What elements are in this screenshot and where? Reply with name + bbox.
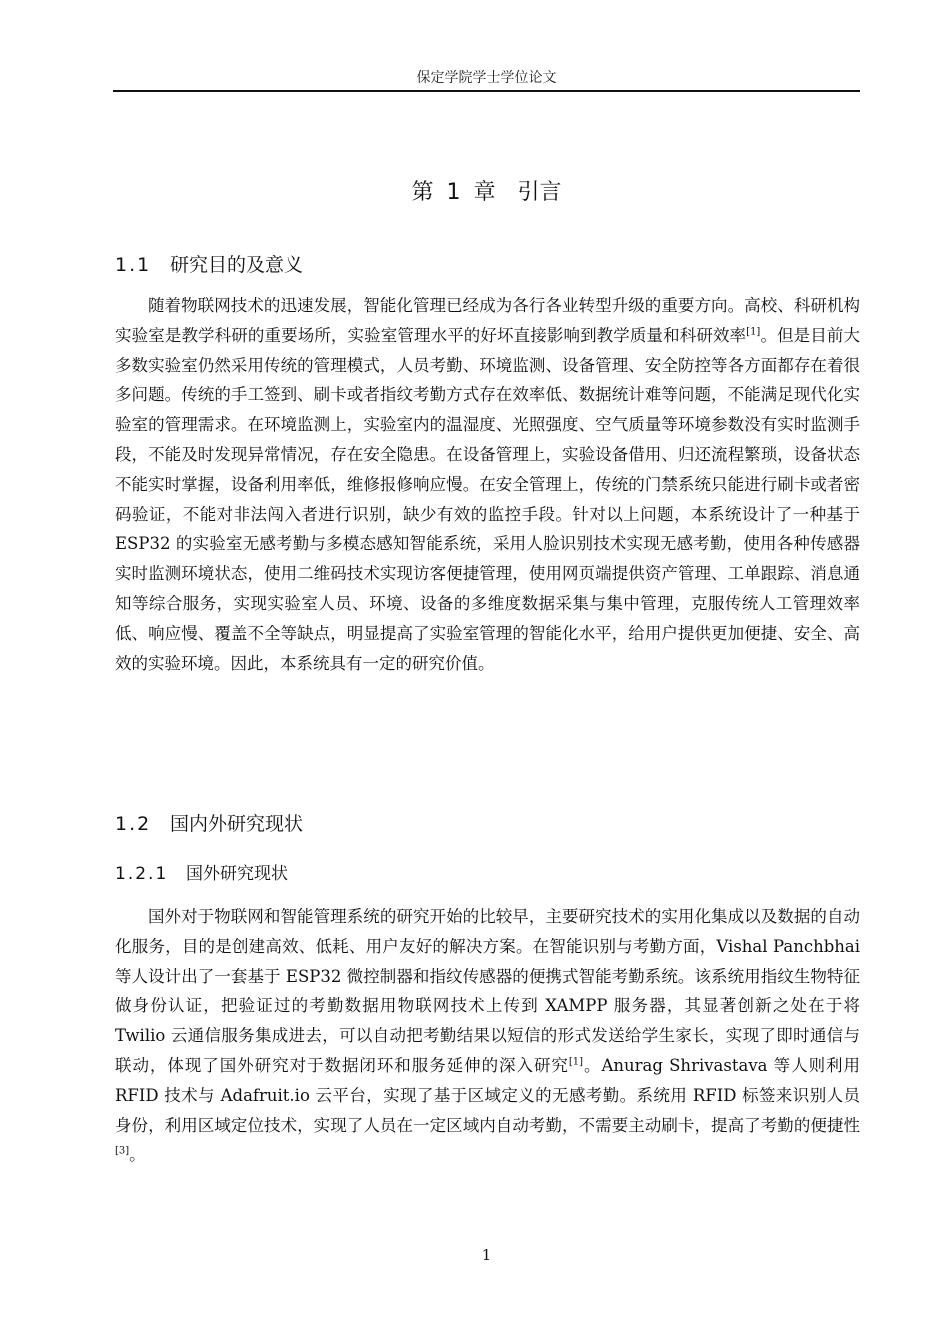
- running-header: 保定学院学士学位论文: [416, 70, 557, 86]
- section-heading-1-1: [115, 251, 303, 279]
- paragraph-text: 。但是目前大多数实验室仍然采用传统的管理模式，人员考勤、环境监测、设备管理、安全防控等各方面都存在着很多问题。传统的手工签到、刷卡或者指纹考勤方式存在效率低、数据统计难等问题，不能满足现代化实验室的管理需求。在环境监测上，实验室内的温湿度、光照强度、空气质量等环境参数没有实时监测手段，不能及时发现异常情况，存在安全隐患。在设备管理上，实验设备借用、归还流程繁琐，设备状态不能实时掌握，设备利用率低，维修报修响应慢。在安全管理上，传统的门禁系统只能进行刷卡或者密码验证，不能对非法闯入者进行识别，缺少有效的监控手段。针对以上问题，本系统设计了一种基于 ESP32 的实验室无感考勤与多模态感知智能系统，采用人脸识别技术实现无感考勤，使用各种传感器实时监测环境状态，使用二维码技术实现访客便捷管理，使用网页端提供资产管理、工单跟踪、消息通知等综合服务，实现实验室人员、环境、设备的多维度数据采集与集中管理，克服传统人工管理效率低、响应慢、覆盖不全等缺点，明显提高了实验室管理的智能化水平，给用户提供更加便捷、安全、高效的实验环境。因此，本系统具有一定的研究价值。: [115, 325, 861, 673]
- citation: [1]: [746, 326, 761, 338]
- section-number: 1.2: [115, 813, 152, 835]
- paragraph-text: 国外对于物联网和智能管理系统的研究开始的比较早，主要研究技术的实用化集成以及数据的自动化服务，目的是创建高效、低耗、用户友好的解决方案。在智能识别与考勤方面，Vishal Panchbhai 等人设计出了一套基于 ESP32 微控制器和指纹传感器的便携式智能考勤系统。该系统用指纹生物特征做身份认证，把验证过的考勤数据用物联网技术上传到 XAMPP 服务器，其显著创新之处在于将 Twilio 云通信服务集成进去，可以自动把考勤结果以短信的形式发送给学生家长，实现了即时通信与联动，体现了国外研究对于数据闭环和服务延伸的深入研究: [115, 907, 860, 1075]
- paragraph-research-purpose: [115, 291, 860, 678]
- paragraph-text: 随着物联网技术的迅速发展，智能化管理已经成为各行各业转型升级的重要方向。高校、科研机构实验室是教学科研的重要场所，实验室管理水平的好坏直接影响到教学质量和科研效率: [115, 296, 860, 345]
- paragraph-text: 。Anurag Shrivastava 等人则利用 RFID 技术与 Adafruit.io 云平台，实现了基于区域定义的无感考勤。系统用 RFID 标签来识别人员身份，利用区域定位技术，实现了人员在一定区域内自动考勤，不需要主动刷卡，提高了考勤的便捷性: [115, 1055, 861, 1135]
- section-number: 1.1: [115, 254, 152, 276]
- citation: [1]: [568, 1056, 584, 1068]
- paragraph-text: 。: [129, 1145, 146, 1165]
- subsection-heading-1-2-1: [115, 861, 288, 887]
- chapter-title: 第 1 章 引言: [411, 180, 562, 205]
- subsection-title: 国外研究现状: [186, 864, 288, 884]
- header-rule: [113, 90, 860, 92]
- subsection-number: 1.2.1: [115, 864, 169, 884]
- page-number: 1: [481, 1246, 492, 1264]
- paragraph-foreign-research: [115, 902, 860, 1170]
- section-heading-1-2: [115, 810, 303, 838]
- section-title: 国内外研究现状: [170, 813, 304, 835]
- section-title: 研究目的及意义: [170, 254, 304, 276]
- citation: [3]: [115, 1145, 130, 1157]
